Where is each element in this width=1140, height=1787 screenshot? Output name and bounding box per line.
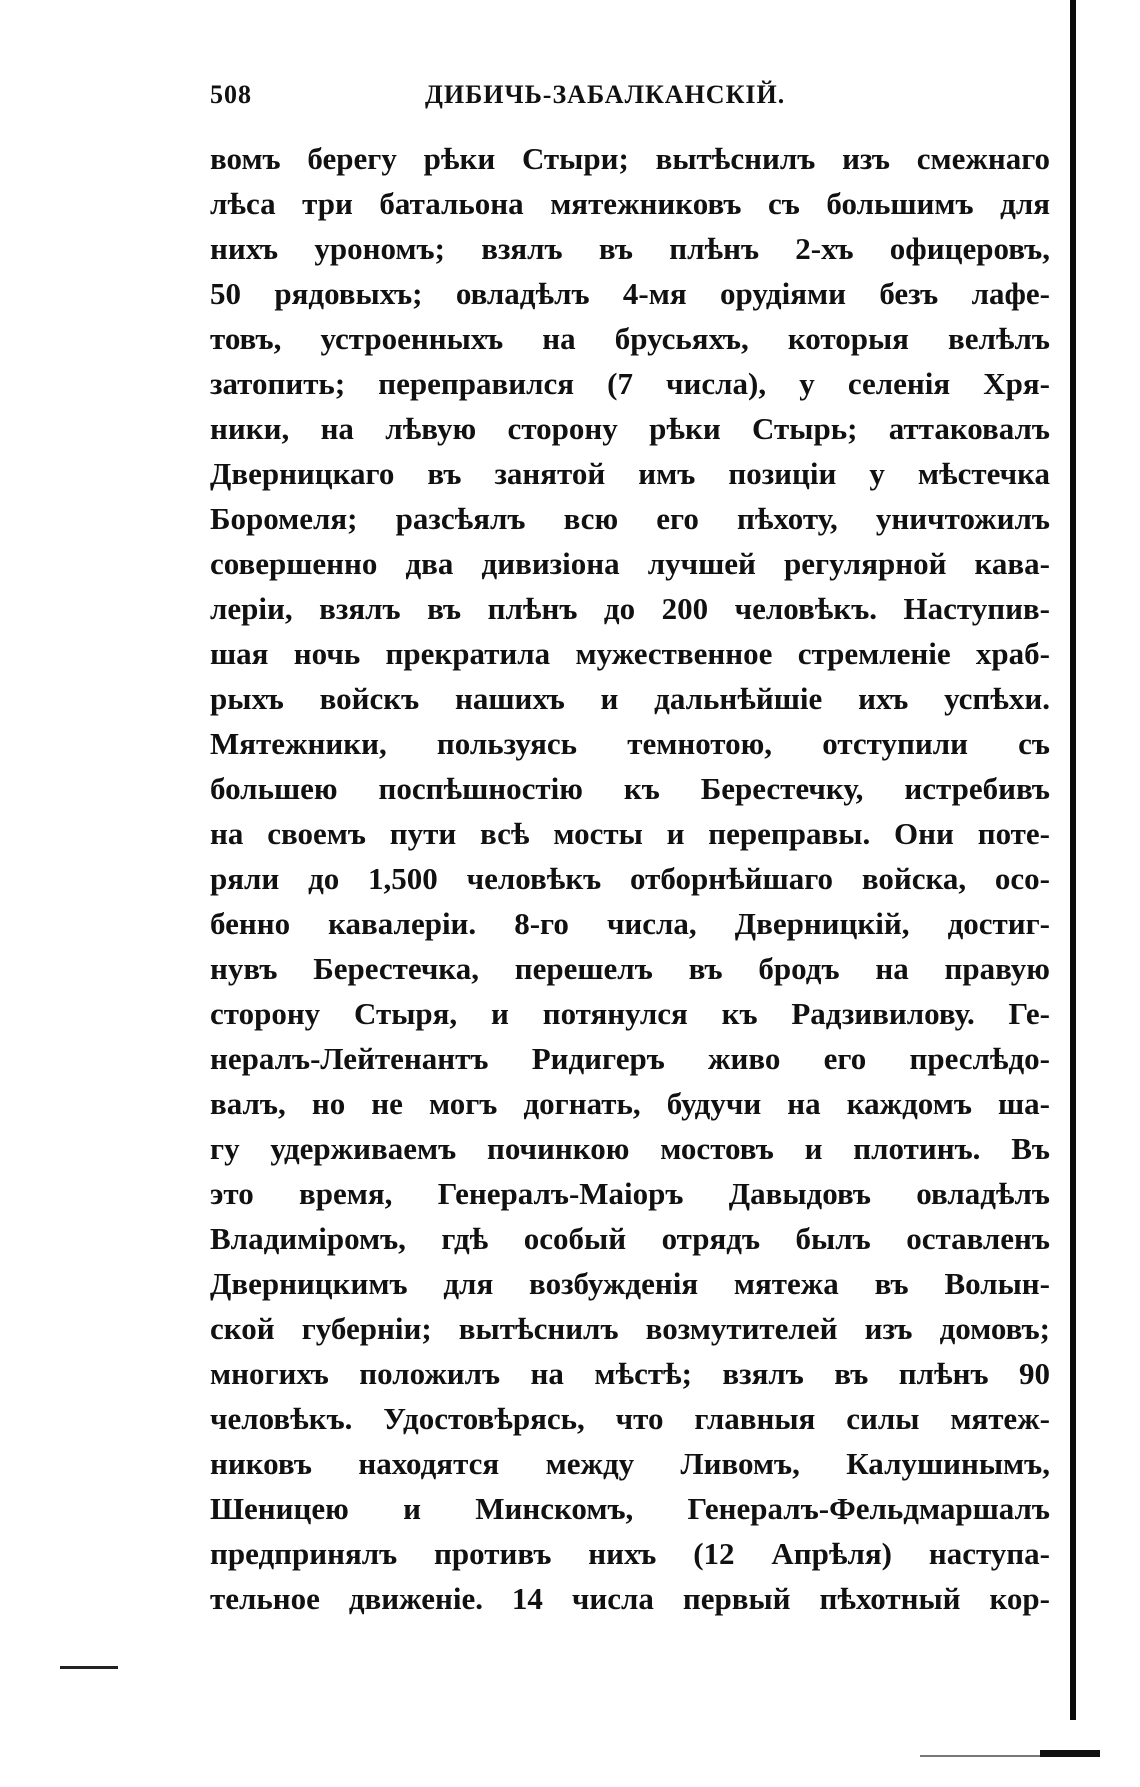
text-line: совершенно два дивизіона лучшей регулярной кава- (210, 546, 1050, 581)
text-line: ники, на лѣвую сторону рѣки Стырь; аттаковалъ (210, 411, 1050, 446)
text-line: затопить; переправился (7 числа), у селенія Хря- (210, 366, 1050, 401)
text-line: нувъ Берестечка, перешелъ въ бродъ на правую (210, 951, 1050, 986)
text-line: ряли до 1,500 человѣкъ отборнѣйшаго войска, осо- (210, 861, 1050, 896)
text-line: Боромеля; разсѣялъ всю его пѣхоту, уничтожилъ (210, 501, 1050, 536)
text-line: лѣса три батальона мятежниковъ съ большимъ для (210, 186, 1050, 221)
text-line: ской губерніи; вытѣснилъ возмутителей изъ домовъ; (210, 1311, 1050, 1346)
margin-dash (60, 1666, 118, 1669)
scan-artifact-line (920, 1755, 1040, 1757)
page-number: 508 (210, 80, 252, 109)
text-line: нихъ урономъ; взялъ въ плѣнъ 2-хъ офицеровъ, (210, 231, 1050, 266)
text-line: товъ, устроенныхъ на брусьяхъ, которыя велѣлъ (210, 321, 1050, 356)
text-line: Мятежники, пользуясь темнотою, отступили съ (210, 726, 1050, 761)
text-line: на своемъ пути всѣ мосты и переправы. Они поте- (210, 816, 1050, 851)
text-line: гу удерживаемъ починкою мостовъ и плотинъ. Въ (210, 1131, 1050, 1166)
text-line: никовъ находятся между Ливомъ, Калушинымъ, (210, 1446, 1050, 1481)
text-line: сторону Стыря, и потянулся къ Радзивилову. Ге- (210, 996, 1050, 1031)
running-title: ДИБИЧЬ-ЗАБАЛКАНСКІЙ. (425, 80, 786, 109)
page-edge-rule (1070, 0, 1076, 1720)
text-line: 50 рядовыхъ; овладѣлъ 4-мя орудіями безъ лафе- (210, 276, 1050, 311)
text-line: тельное движеніе. 14 числа первый пѣхотный кор- (210, 1581, 1050, 1616)
text-line: нералъ-Лейтенантъ Ридигеръ живо его преслѣдо- (210, 1041, 1050, 1076)
text-line: шая ночь прекратила мужественное стремленіе храб- (210, 636, 1050, 671)
text-line: рыхъ войскъ нашихъ и дальнѣйшіе ихъ успѣхи. (210, 681, 1050, 716)
text-line: бенно кавалеріи. 8-го числа, Дверницкій, достиг- (210, 906, 1050, 941)
text-line: это время, Генералъ-Маіоръ Давыдовъ овладѣлъ (210, 1176, 1050, 1211)
text-line: большею поспѣшностію къ Берестечку, истребивъ (210, 771, 1050, 806)
text-line: валъ, но не могъ догнать, будучи на каждомъ ша- (210, 1086, 1050, 1121)
body-text (210, 136, 1050, 1621)
text-line: вомъ берегу рѣки Стыри; вытѣснилъ изъ смежнаго (210, 141, 1050, 176)
text-line: леріи, взялъ въ плѣнъ до 200 человѣкъ. Наступив- (210, 591, 1050, 626)
page-header (210, 80, 1050, 120)
text-line: Владиміромъ, гдѣ особый отрядъ былъ оставленъ (210, 1221, 1050, 1256)
text-line: Дверницкаго въ занятой имъ позиціи у мѣстечка (210, 456, 1050, 491)
text-line: Шеницею и Минскомъ, Генералъ-Фельдмаршалъ (210, 1491, 1050, 1526)
text-line: предпринялъ противъ нихъ (12 Апрѣля) наступа- (210, 1536, 1050, 1571)
scan-artifact-mark (1040, 1750, 1100, 1757)
text-line: человѣкъ. Удостовѣрясь, что главныя силы мятеж- (210, 1401, 1050, 1436)
text-line: многихъ положилъ на мѣстѣ; взялъ въ плѣнъ 90 (210, 1356, 1050, 1391)
text-line: Дверницкимъ для возбужденія мятежа въ Волын- (210, 1266, 1050, 1301)
